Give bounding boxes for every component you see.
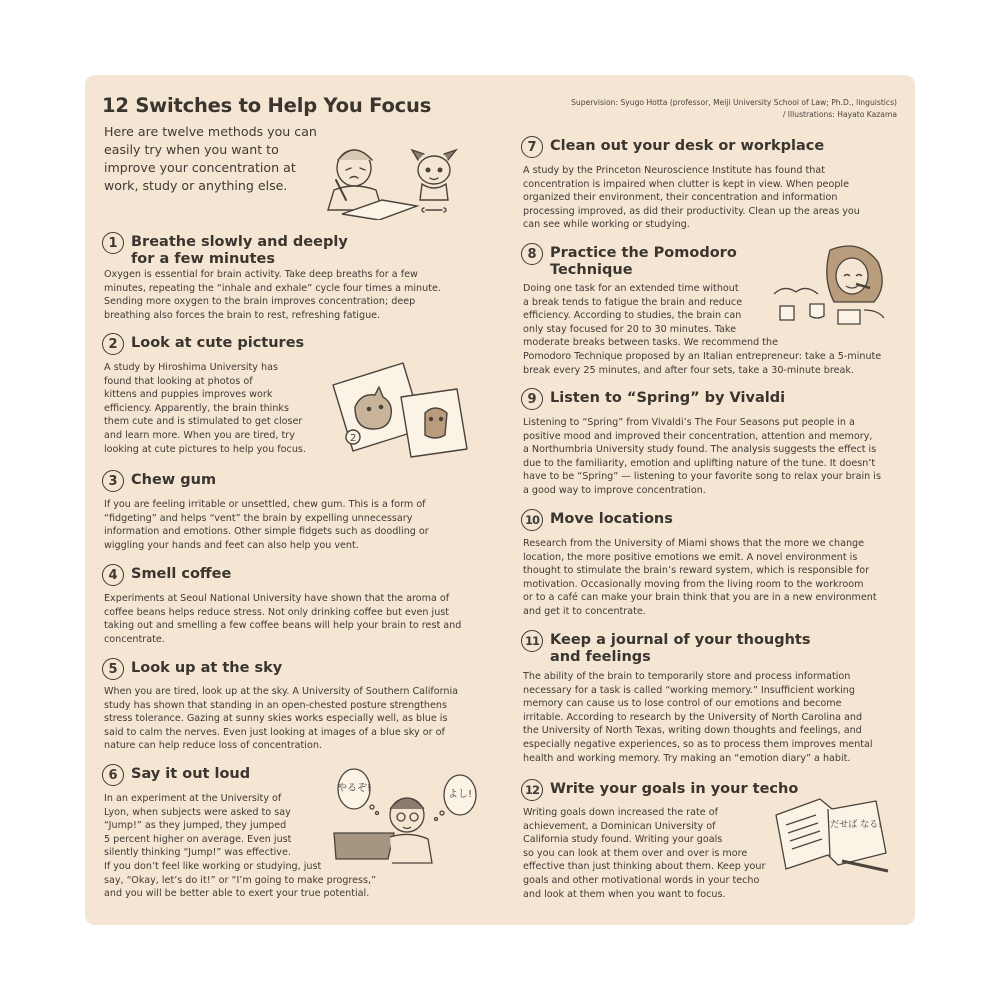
section-heading-6 (102, 764, 250, 786)
section-title (131, 232, 348, 267)
section-body-11 (523, 670, 898, 765)
section-number-badge: 12 (521, 779, 543, 801)
section-body-line: them cute and is stimulated to get closer (104, 416, 303, 428)
section-body-line: concentrate. (104, 633, 165, 645)
credits-illustrations: / Illustrations: Hayato Kazama (782, 110, 897, 119)
section-title-line: Move locations (550, 511, 673, 527)
section-body-line: a Northumbria University study found. The analysis suggests the effect is (523, 444, 877, 456)
section-title-line: Keep a journal of your thoughts (550, 632, 811, 648)
section-heading-2 (102, 333, 304, 355)
section-title (131, 470, 216, 489)
pomodoro-illustration (772, 240, 897, 340)
section-body-line: and look at them when you want to focus. (523, 888, 726, 900)
section-body-line: a break tends to fatigue the brain and reduce (523, 296, 743, 308)
section-body-line: say, “Okay, let’s do it!” or “I’m going to make progress,” (104, 874, 377, 886)
section-body-line: information and emotions. Other simple fidgets such as doodling or (104, 526, 429, 538)
section-title-line: for a few minutes (131, 250, 276, 267)
section-body-line: especially negative experiences, so as to process them improves mental (523, 738, 873, 750)
section-heading-5 (102, 658, 282, 680)
section-body-line: nature can help reduce loss of concentration. (104, 740, 322, 752)
section-title-line: Breathe slowly and deeply (131, 234, 348, 250)
section-body-line: kittens and puppies improves work (104, 389, 273, 401)
section-heading-9 (521, 388, 785, 410)
section-body-line: health and working memory. Try making an “emotion diary” a habit. (523, 752, 851, 764)
section-body-line: the University of North Texas, writing down thoughts and feelings, and (523, 725, 862, 737)
section-body-line: study has shown that standing in an open-chested posture strengthens (104, 699, 447, 711)
section-number-badge: 9 (521, 388, 543, 410)
section-title-line: Chew gum (131, 472, 217, 488)
section-body-2 (104, 361, 324, 456)
credits (571, 97, 897, 121)
section-body-line: a good way to improve concentration. (523, 484, 706, 496)
section-body-line: and you will be better able to exert your true potential. (104, 888, 370, 900)
section-body-line: If you don’t feel like working or studying, just (104, 860, 322, 872)
section-number-badge: 4 (102, 564, 124, 586)
section-body-line: necessary for a task is called “working memory.” Insufficient working (523, 684, 855, 696)
section-body-line: efficiency. Apparently, the brain thinks (104, 402, 289, 414)
section-body-line: have to be “Spring” — listening to your favorite song to relax your brain is (523, 471, 881, 483)
section-body-line: Lyon, when subjects were asked to say (104, 806, 291, 818)
photo-badge: 2 (349, 433, 357, 444)
section-body-line: A study by Hiroshima University has (104, 362, 278, 373)
section-body-line: memory can cause us to lose control of our emotions and become (523, 698, 842, 710)
section-body-7 (523, 164, 893, 232)
section-heading-10 (521, 509, 673, 531)
section-body-line: location, the more positive emotions we emit. A novel environment is (523, 551, 858, 563)
section-body-line: found that looking at photos of (104, 375, 253, 387)
section-title-line: Technique (550, 261, 633, 278)
section-number-badge: 7 (521, 136, 543, 158)
intro-text: Here are twelve methods you can easily try when you want to improve your concentration at work, study or anything else. (104, 124, 317, 193)
section-body-line: minutes, repeating the “inhale and exhale” cycle four times a minute. (104, 282, 441, 294)
section-body-line: Experiments at Seoul National University have shown that the aroma of (104, 593, 450, 604)
section-title (550, 509, 673, 528)
section-body-line: can see while working or studying. (523, 219, 690, 231)
section-body-line: When you are tired, look up at the sky. A University of Southern California (104, 686, 459, 697)
section-body-line: irritable. According to research by the University of North Carolina and (523, 711, 863, 723)
section-body-line: so you can look at them over and over is more (523, 847, 748, 859)
section-body-line: “fidgeting” and helps “vent” the brain by expelling unnecessary (104, 512, 413, 524)
section-body-line: processing improved, as did their productivity. Clean up the areas you (523, 205, 860, 217)
section-body-line: or to a café can make your brain think that you are in a new environment (523, 592, 877, 604)
section-title-line: Listen to “Spring” by Vivaldi (550, 390, 786, 406)
section-body-line: coffee beans helps reduce stress. Not only drinking coffee but even just (104, 606, 450, 618)
section-body-line: positive mood and improved their concentration, attention and memory, (523, 430, 873, 442)
section-body-line: stress tolerance. Gazing at sunny skies works especially well, as blue is (104, 713, 448, 725)
section-body-line: taking out and smelling a few coffee beans will help your brain to rest and (104, 620, 462, 632)
cute-pictures-illustration (325, 357, 470, 462)
section-body-4 (104, 592, 479, 646)
section-title-line: Practice the Pomodoro (550, 245, 737, 261)
section-heading-3 (102, 470, 216, 492)
speech-bubble-right: よし! (447, 789, 473, 800)
section-number-badge: 5 (102, 658, 124, 680)
section-body-line: motivation. Occasionally moving from the living room to the workroom (523, 578, 864, 590)
section-body-12 (523, 806, 783, 901)
section-heading-8 (521, 243, 737, 278)
section-body-line: Oxygen is essential for brain activity. Take deep breaths for a few (104, 269, 418, 280)
section-heading-7 (521, 136, 824, 158)
section-title (550, 388, 785, 407)
section-title (131, 333, 304, 352)
section-body-line: said to calm the nerves. Even just looking at images of a blue sky or of (104, 726, 445, 738)
section-body-line: California study found. Writing your goals (523, 834, 723, 846)
section-body-line: silently thinking “Jump!” was effective. (104, 847, 291, 859)
section-title-line: Smell coffee (131, 566, 232, 582)
section-body-line: Sending more oxygen to the brain improves concentration; deep (104, 296, 416, 308)
section-body-line: A study by the Princeton Neuroscience Institute has found that (523, 165, 825, 176)
section-title (131, 658, 282, 677)
section-body-line: Doing one task for an extended time without (523, 283, 739, 294)
section-title (550, 630, 811, 665)
section-body-line: “Jump!” as they jumped, they jumped (104, 820, 287, 832)
section-body-1 (104, 268, 464, 322)
section-body-10 (523, 537, 898, 619)
section-body-line: Pomodoro Technique proposed by an Italian entrepreneur: take a 5-minute (523, 350, 882, 362)
section-body-line: moderate breaks between tasks. We recommend the (523, 337, 778, 349)
section-title (550, 779, 798, 798)
section-body-line: The ability of the brain to temporarily store and process information (523, 671, 851, 682)
section-body-line: If you are feeling irritable or unsettled, chew gum. This is a form of (104, 499, 426, 510)
speech-bubble-left: やるぞ! (336, 783, 372, 794)
section-body-line: 5 percent higher on average. Even just (104, 833, 292, 845)
section-body-line: Research from the University of Miami shows that the more we change (523, 538, 865, 549)
girl-and-dog-illustration (322, 130, 467, 220)
section-title-line: Write your goals in your techo (550, 781, 799, 797)
section-title (131, 764, 250, 783)
section-number-badge: 8 (521, 243, 543, 265)
section-body-line: looking at cute pictures to help you focus. (104, 443, 306, 455)
section-body-line: organized their environment, their concentration and information (523, 192, 838, 204)
page-title: 12 Switches to Help You Focus (102, 94, 432, 117)
section-body-line: Listening to “Spring” from Vivaldi’s The Four Seasons put people in a (523, 417, 855, 428)
section-body-line: and learn more. When you are tired, try (104, 429, 295, 441)
section-title (550, 243, 737, 278)
section-title (550, 136, 824, 155)
section-number-badge: 6 (102, 764, 124, 786)
section-body-line: efficiency. According to studies, the brain can (523, 310, 742, 322)
section-number-badge: 2 (102, 333, 124, 355)
section-title-line: Say it out loud (131, 766, 251, 782)
section-body-line: thought to stimulate the brain’s reward system, which is responsible for (523, 565, 870, 577)
section-body-line: breathing also forces the brain to rest, refreshing fatigue. (104, 309, 381, 321)
section-number-badge: 11 (521, 630, 543, 652)
say-it-out-loud-illustration (332, 767, 482, 867)
journal-illustration (772, 795, 892, 875)
section-body-line: wiggling your hands and feet can also help you vent. (104, 539, 359, 551)
section-title-line: Look at cute pictures (131, 335, 305, 351)
section-title (131, 564, 231, 583)
section-body-line: break every 25 minutes, and after four sets, take a 30-minute break. (523, 364, 854, 376)
section-body-line: achievement, a Dominican University of (523, 820, 716, 832)
section-number-badge: 10 (521, 509, 543, 531)
section-heading-1 (102, 232, 348, 267)
credits-supervision: Supervision: Syugo Hotta (professor, Meiji University School of Law; Ph.D., linguistics) (571, 98, 897, 107)
section-body-line: goals and other motivational words in your techo (523, 874, 760, 886)
section-body-3 (104, 498, 464, 552)
section-body-line: Writing goals down increased the rate of (523, 807, 718, 818)
section-heading-11 (521, 630, 811, 665)
section-title-line: Clean out your desk or workplace (550, 138, 825, 154)
section-number-badge: 3 (102, 470, 124, 492)
section-body-5 (104, 685, 479, 753)
section-body-line: due to the familiarity, emotion and uplifting nature of the tune. It doesn’t (523, 457, 876, 469)
section-title-line: Look up at the sky (131, 660, 283, 676)
section-heading-4 (102, 564, 231, 586)
section-body-line: effective than just thinking about them. Keep your (523, 861, 766, 873)
section-title-line: and feelings (550, 648, 651, 665)
journal-text: だせば なる! (830, 820, 882, 830)
section-body-line: In an experiment at the University of (104, 793, 282, 804)
section-number-badge: 1 (102, 232, 124, 254)
section-heading-12 (521, 779, 798, 801)
section-body-line: only stay focused for 20 to 30 minutes. Take (523, 323, 736, 335)
section-body-line: and get it to concentrate. (523, 605, 646, 617)
section-body-line: concentration is impaired when clutter is kept in view. When people (523, 178, 849, 190)
section-body-9 (523, 416, 898, 498)
